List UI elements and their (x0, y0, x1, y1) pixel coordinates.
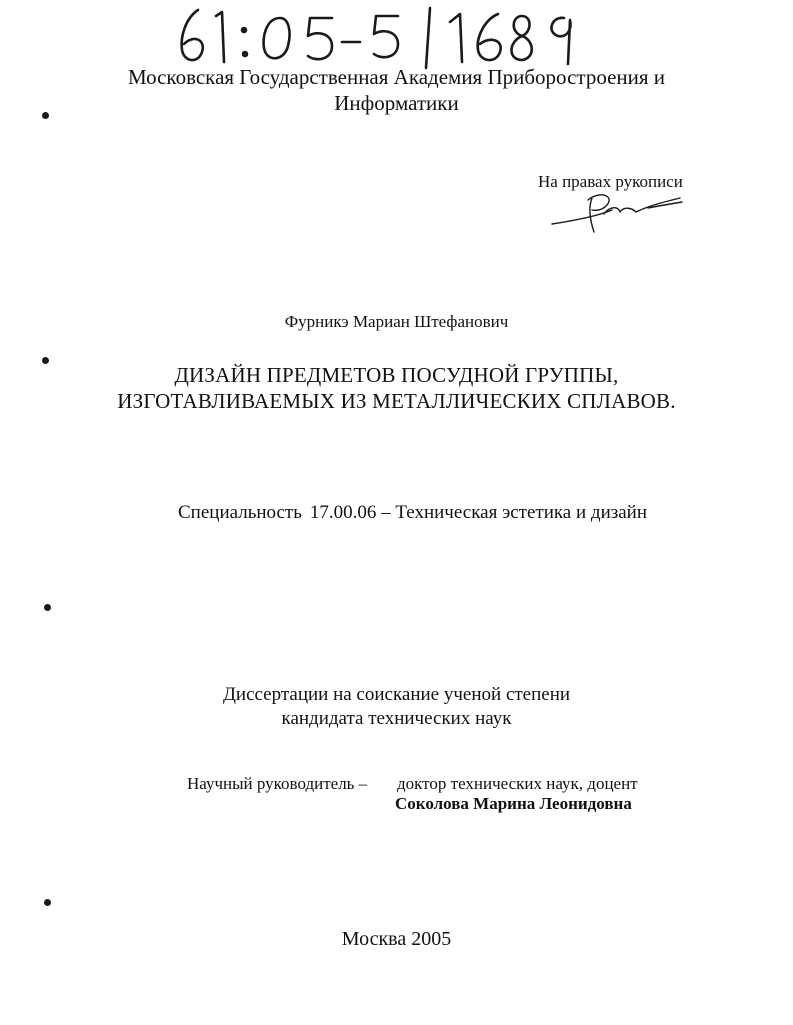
punch-mark-dot (44, 604, 51, 611)
city-year: Москва 2005 (341, 928, 452, 950)
advisor-role: Научный руководитель – (187, 774, 368, 793)
specialty-value: 17.00.06 – Техническая эстетика и дизайн (309, 502, 648, 523)
manuscript-note: На правах рукописи (538, 172, 683, 191)
punch-mark-dot (42, 112, 49, 119)
dissertation-title (0, 362, 793, 414)
specialty (178, 502, 647, 524)
degree-statement (0, 683, 793, 731)
punch-mark-dot (42, 357, 49, 364)
advisor-credentials: доктор технических наук, доцент (397, 774, 638, 793)
institution-line-2: Информатики (334, 91, 459, 115)
author-name: Фурникэ Мариан Штефанович (284, 312, 509, 331)
handwritten-archive-code (172, 2, 592, 72)
degree-line-2: кандидата технических наук (281, 708, 512, 729)
degree-line-1: Диссертации на соискание ученой степени (222, 684, 571, 705)
title-line-2: ИЗГОТАВЛИВАЕМЫХ ИЗ МЕТАЛЛИЧЕСКИХ СПЛАВОВ. (117, 389, 676, 413)
specialty-label: Специальность (178, 502, 302, 523)
title-line-1: ДИЗАЙН ПРЕДМЕТОВ ПОСУДНОЙ ГРУППЫ, (174, 363, 619, 387)
advisor-name: Соколова Марина Леонидовна (395, 794, 632, 813)
punch-mark-dot (44, 899, 51, 906)
handwritten-signature (548, 186, 688, 236)
institution-line-1: Московская Государственная Академия Приборостроения и (127, 65, 666, 89)
institution-name (0, 64, 793, 116)
